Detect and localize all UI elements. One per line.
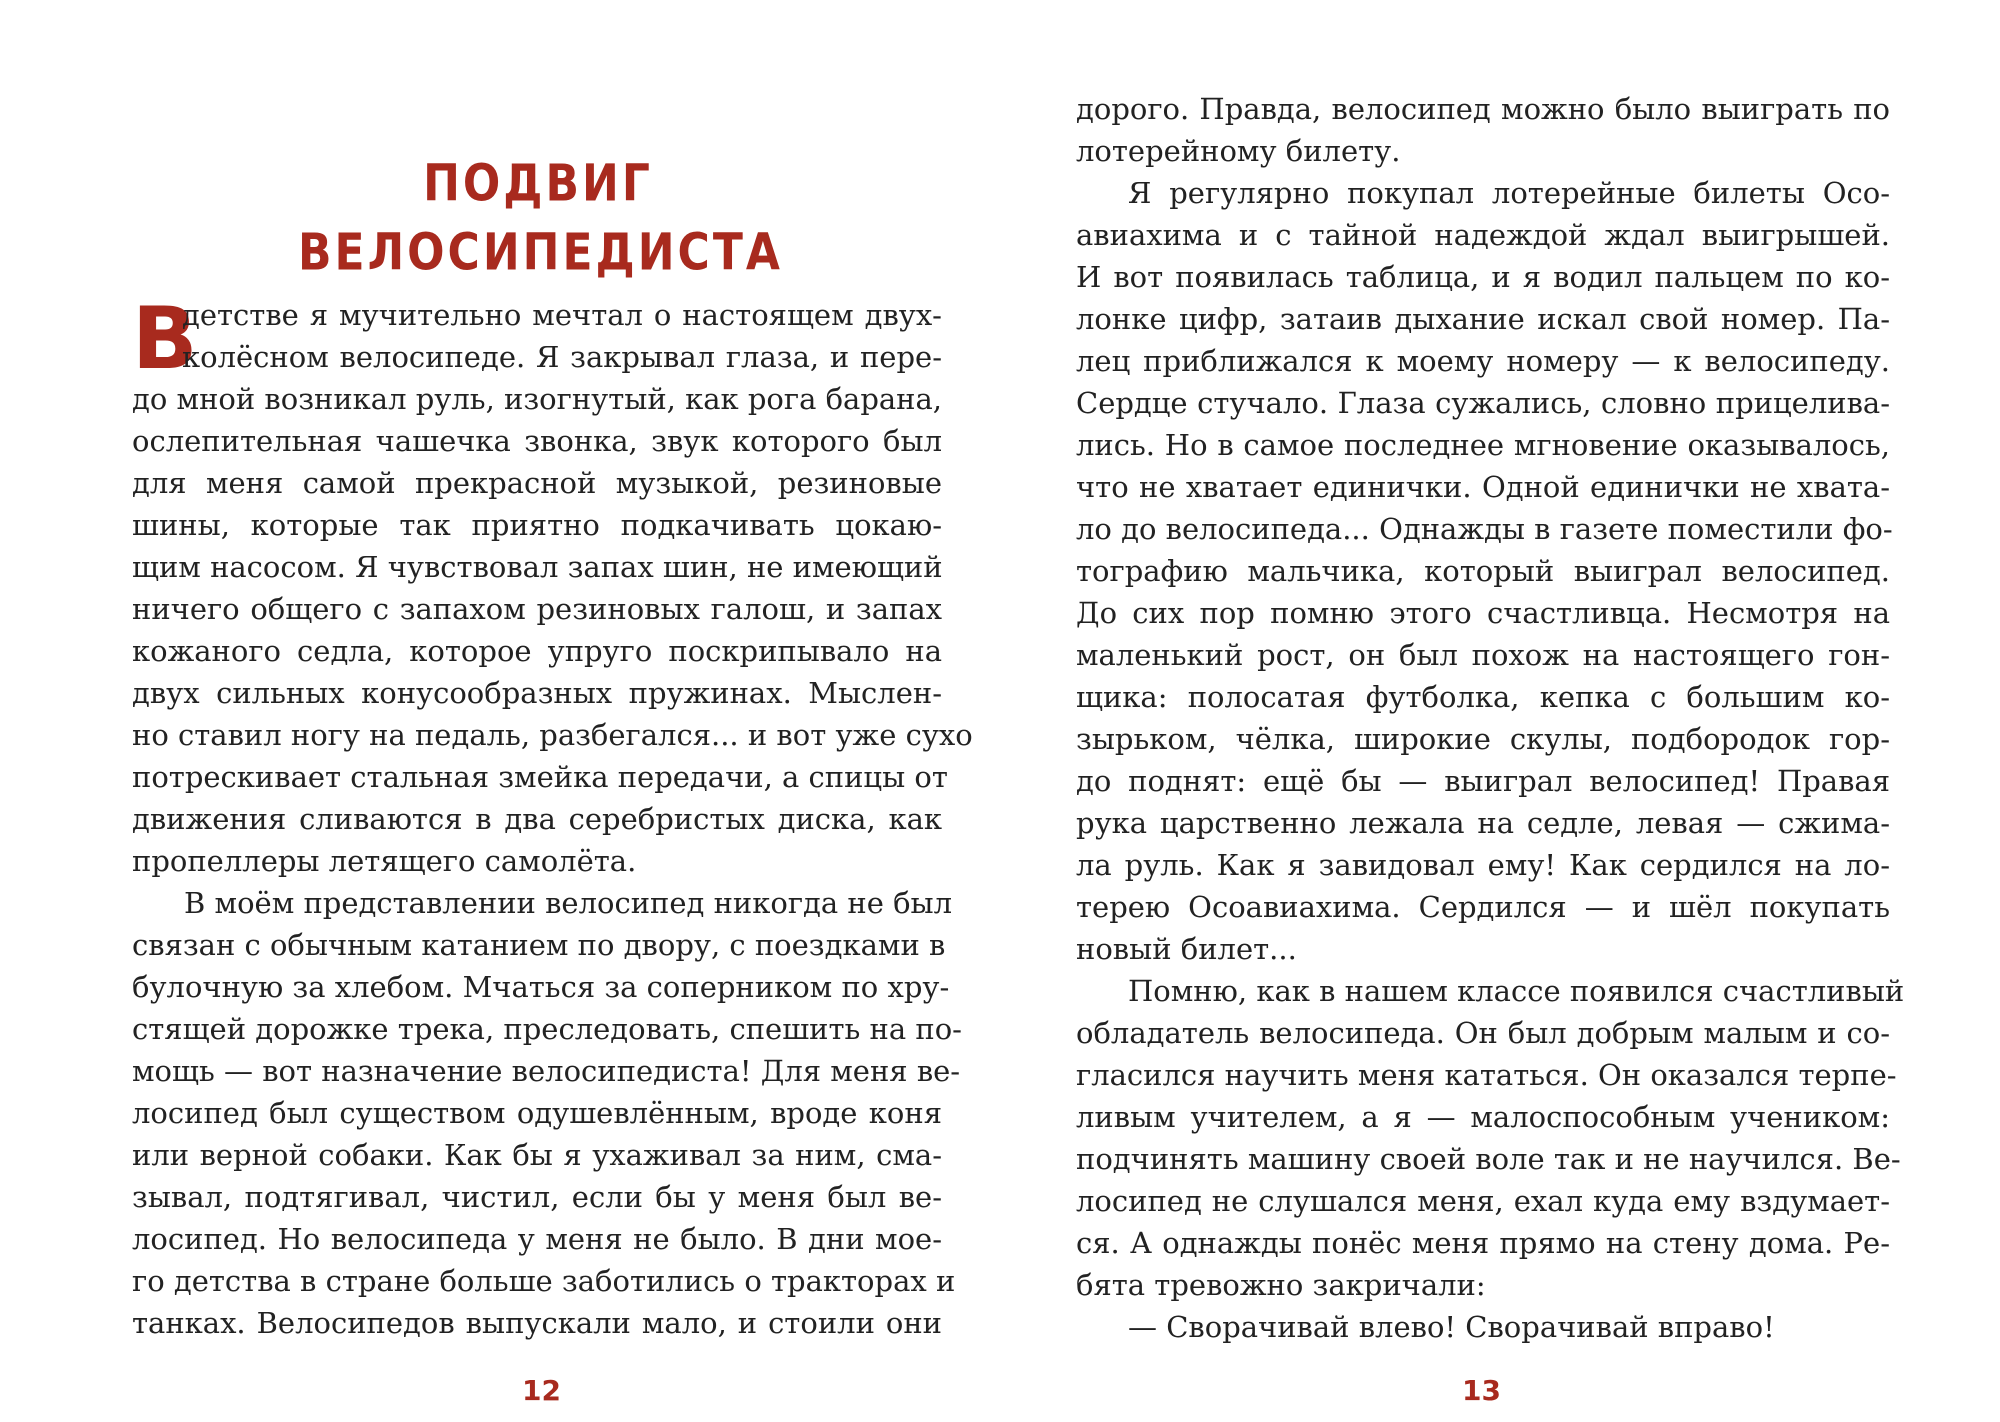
text-line: ничего общего с запахом резиновых галош, и запах [132,592,942,626]
text-line: щим насосом. Я чувствовал запах шин, не имеющий [132,550,943,584]
text-line: или верной собаки. Как бы я ухаживал за ним, сма- [132,1138,942,1172]
text-line: что не хватает единички. Одной единички не хвата- [1076,470,1890,504]
text-line: детстве я мучительно мечтал о настоящем двух- [182,298,942,332]
text-line: щика: полосатая футболка, кепка с большим ко- [1076,680,1890,714]
text-line: — Сворачивай влево! Сворачивай вправо! [1128,1310,1775,1344]
text-line: лись. Но в самое последнее мгновение оказывалось, [1076,428,1890,462]
text-line: И вот появилась таблица, и я водил пальцем по ко- [1076,260,1890,294]
text-line: ло до велосипеда... Однажды в газете поместили фо- [1076,512,1893,546]
text-line: ла руль. Как я завидовал ему! Как сердился на ло- [1076,848,1890,882]
text-line: Помню, как в нашем классе появился счастливый [1128,974,1905,1008]
page-number-left: 12 [522,1374,561,1407]
text-line: До сих пор помню этого счастливца. Несмотря на [1076,596,1890,630]
text-line: Сердце стучало. Глаза сужались, словно прицелива- [1076,386,1890,420]
text-line: лотерейному билету. [1076,134,1401,168]
text-line: кожаного седла, которое упруго поскрипывало на [132,634,942,668]
text-line: мощь — вот назначение велосипедиста! Для меня ве- [132,1054,961,1088]
right-page [1000,0,2000,1422]
text-line: лец приближался к моему номеру — к велосипеду. [1076,344,1890,378]
text-line: дорого. Правда, велосипед можно было выиграть по [1076,92,1890,126]
text-line: ослепительная чашечка звонка, звук которого был [132,424,942,458]
text-line: рука царственно лежала на седле, левая — сжима- [1076,806,1890,840]
text-line: ливым учителем, а я — малоспособным учеником: [1076,1100,1890,1134]
text-line: гласился научить меня кататься. Он оказался терпе- [1076,1058,1897,1092]
text-line: для меня самой прекрасной музыкой, резиновые [132,466,942,500]
text-line: лосипед. Но велосипеда у меня не было. В дни мое- [132,1222,942,1256]
text-line: обладатель велосипеда. Он был добрым малым и со- [1076,1016,1890,1050]
text-line: маленький рост, он был похож на настоящего гон- [1076,638,1890,672]
text-line: связан с обычным катанием по двору, с поездками в [132,928,946,962]
text-line: лонке цифр, затаив дыхание искал свой номер. Па- [1076,302,1890,336]
text-line: лосипед не слушался меня, ехал куда ему вздумает- [1076,1184,1890,1218]
text-line: но ставил ногу на педаль, разбегался... и вот уже сухо [132,718,973,752]
text-line: колёсном велосипеде. Я закрывал глаза, и пере- [182,340,942,374]
right-page-text [1076,88,1905,1348]
text-line: зывал, подтягивал, чистил, если бы у меня был ве- [132,1180,942,1214]
text-line: Я регулярно покупал лотерейные билеты Осо- [1128,176,1890,210]
text-line: до мной возникал руль, изогнутый, как рога барана, [132,382,943,416]
page-number-right: 13 [1462,1374,1501,1407]
text-line: лосипед был существом одушевлённым, вроде коня [132,1096,942,1130]
text-line: пропеллеры летящего самолёта. [132,844,637,878]
text-line: до поднят: ещё бы — выиграл велосипед! Правая [1076,764,1890,798]
text-line: бята тревожно закричали: [1076,1268,1486,1302]
text-line: терею Осоавиахима. Сердился — и шёл покупать [1076,890,1890,924]
left-page-text [132,289,973,1344]
text-line: танках. Велосипедов выпускали мало, и стоили они [132,1306,942,1340]
text-line: стящей дорожке трека, преследовать, спешить на по- [132,1012,962,1046]
text-line: подчинять машину своей воле так и не научился. Ве- [1076,1142,1901,1176]
chapter-title: ПОДВИГ ВЕЛОСИПЕДИСТА [298,154,783,283]
text-line: булочную за хлебом. Мчаться за соперником по хру- [132,970,950,1004]
text-line: зырьком, чёлка, широкие скулы, подбородок гор- [1076,722,1890,756]
text-line: тографию мальчика, который выиграл велосипед. [1076,554,1890,588]
text-line: новый билет... [1076,932,1297,966]
text-line: двух сильных конусообразных пружинах. Мыслен- [132,676,942,710]
text-line: потрескивает стальная змейка передачи, а спицы от [132,760,948,794]
text-line: ся. А однажды понёс меня прямо на стену дома. Ре- [1076,1226,1890,1260]
text-line: шины, которые так приятно подкачивать цокаю- [132,508,942,542]
text-line: го детства в стране больше заботились о тракторах и [132,1264,956,1298]
text-line: авиахима и с тайной надеждой ждал выигрышей. [1076,218,1890,252]
drop-cap: В [132,289,198,389]
text-line: движения сливаются в два серебристых диска, как [132,802,942,836]
text-line: В моём представлении велосипед никогда не был [184,886,953,920]
